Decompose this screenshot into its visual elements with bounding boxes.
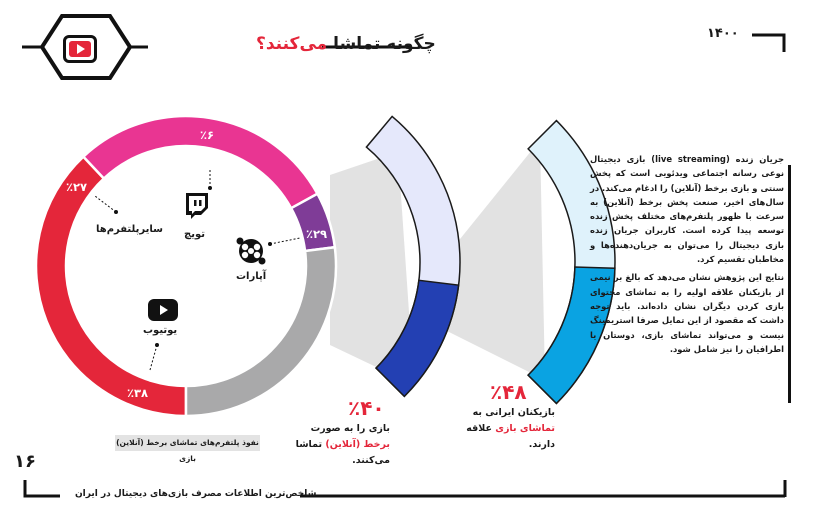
youtube-label: یوتیوب: [143, 325, 178, 336]
aparat-label: آپارات: [236, 271, 267, 282]
stat-online-accent: برخط (آنلاین): [325, 439, 390, 450]
chart-caption: نفوذ پلتفرم‌های تماشای برخط (آنلاین) بازی: [115, 435, 260, 451]
body-paragraph-1: جریان زنده (live streaming) بازی دیجیتال نوعی رسانه اجتماعی ویدئویی است که پخش سنتی و بازی برخط (آنلاین) را ادغام می‌کند. در سال‌های اخیر، صنعت پخش برخط (آنلاین) به سرعت با ظهور پلتفرم‌های مختلف پخش زنده توسعه پیدا کرده است. کاربران جریان زنده بازی دیجیتال را می‌توان به جریان‌دهنده‌ها و مخاطبان تقسیم کرد.: [590, 154, 784, 265]
stat-online-percent: ٪۴۰: [348, 396, 385, 420]
twitch-icon: [183, 192, 209, 219]
slice-label-others: ٪۲۷: [66, 180, 88, 194]
slice-label-aparat: ٪۲۹: [306, 227, 328, 241]
title-accent: می‌کنند؟: [256, 34, 328, 54]
stat-interest-rest: علاقه دارند.: [466, 423, 555, 450]
body-paragraph-2: نتایج این پژوهش نشان می‌دهد که بالغ بر نیمی از بازیکنان علاقه اولیه را به تماشای محتوای بازی کردن دیگران نشان داده‌اند. باید توجه داشت که مقصود از این تمایل صرفا استریمینگ نیست و می‌تواند تماشای بازی، دوستان یا اطرافیان را نیز شامل شود.: [590, 272, 784, 354]
slice-label-twitch: ٪۶: [200, 128, 215, 142]
year-label: ۱۴۰۰: [707, 26, 739, 41]
donut-slice-yt: [36, 157, 186, 416]
aparat-icon: [236, 236, 266, 266]
leader-aparat: [270, 238, 300, 244]
leader-youtube: [150, 345, 157, 370]
title-main: چگونه تماشا: [333, 34, 436, 54]
slice-label-youtube: ٪۳۸: [127, 386, 149, 400]
page-number: ۱۶: [14, 451, 36, 472]
source-footer: شاخص‌ترین اطلاعات مصرف بازی‌های دیجیتال در ایران: [75, 489, 317, 499]
stat-interest-line1: بازیکنان ایرانی به: [472, 407, 555, 418]
others-label: سایرپلتفرم‌ها: [96, 224, 163, 235]
stat-online-text: [270, 421, 390, 469]
paragraph-divider: [788, 165, 791, 403]
twitch-label: تویچ: [184, 229, 205, 240]
stat-interest-percent: ٪۴۸: [490, 380, 527, 404]
body-paragraph: [590, 152, 784, 360]
stat-interest-text: [440, 405, 555, 453]
leader-aparat-dot: [268, 242, 272, 246]
leader-youtube-dot: [155, 343, 159, 347]
leader-others: [95, 196, 116, 212]
youtube-icon: [148, 299, 178, 321]
stat-online-rest: تماشا می‌کنند.: [295, 439, 390, 466]
stat-interest-accent: تماشای بازی: [495, 423, 555, 434]
leader-others-dot: [114, 210, 118, 214]
leader-twitch-dot: [208, 186, 212, 190]
stat-online-line1: بازی را به صورت: [310, 423, 390, 434]
